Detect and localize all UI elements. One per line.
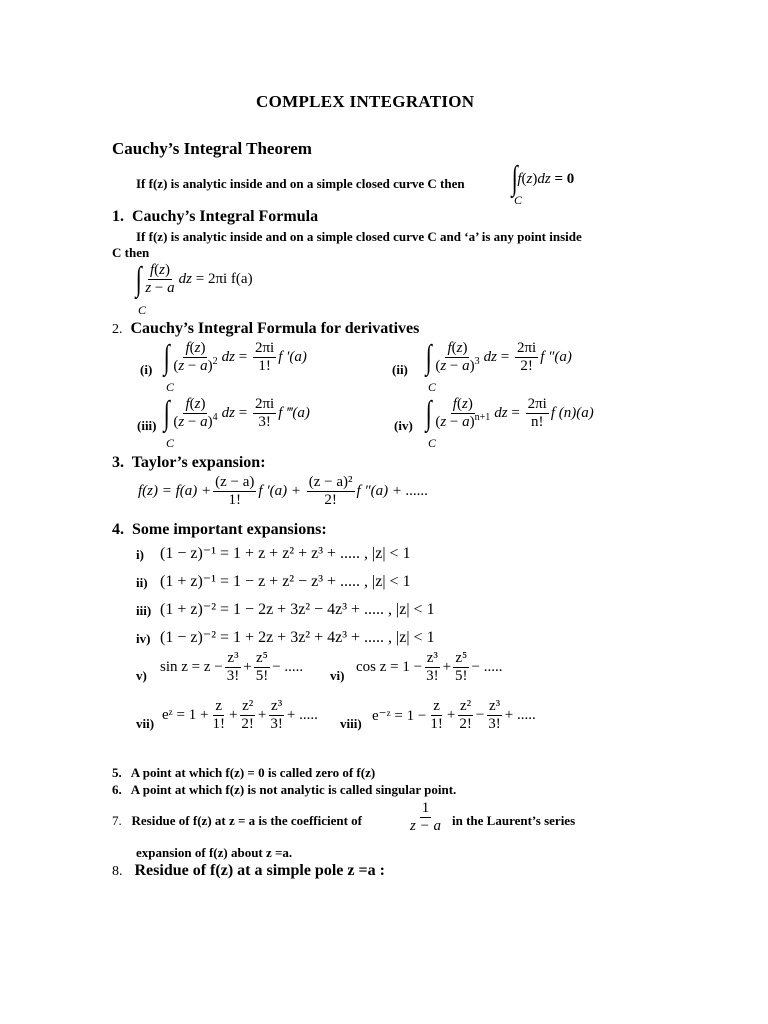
deriv-ii-label: (ii) (392, 362, 408, 377)
section-4-heading: 4. Some important expansions: (112, 521, 327, 538)
exp-iii: (1 + z)⁻² = 1 − 2z + 3z² − 4z³ + ..... , |z| < 1 (160, 601, 435, 618)
deriv-formula-iii: ∫ $\frac{f(z)}{(z - a)^4}$ dz = $\frac{2\pi i}{3!}$ f ‴(a) (163, 394, 310, 432)
exp-ii-label: ii) (136, 575, 148, 590)
exp-i-label: i) (136, 547, 144, 562)
integral-sign: ∫ (511, 160, 518, 197)
deriv-iii-label: (iii) (137, 418, 157, 433)
deriv-iv-label: (iv) (394, 418, 413, 433)
exp-vi-label: vi) (330, 668, 345, 683)
taylor-formula: f(z) = f(a) + $\frac{(z - a)}{1!}$ f ′(a) + $\frac{\text{(z − a)²}}{2!}$ f ″(a) + ...... (138, 474, 429, 509)
deriv-formula-iv: ∫ $\frac{f(z)}{(z - a)^{n+1}}$ dz = $\frac{2\pi i}{n!}$ f (n)(a) (425, 394, 594, 432)
section-5: 5. A point at which f(z) = 0 is called zero of f(z) (112, 765, 376, 780)
section-6: 6. A point at which f(z) is not analytic is called singular point. (112, 782, 457, 797)
section-1-line2: C then (112, 245, 150, 260)
section-8-heading: 8. Residue of f(z) at a simple pole z =a : (112, 862, 385, 879)
cauchy-formula: ∫ $\frac{f(z)}{z - a}$ dz = 2πi f(a) (135, 260, 253, 298)
exp-ii: (1 + z)⁻¹ = 1 − z + z² − z³ + ..... , |z| < 1 (160, 573, 411, 590)
exp-v-label: v) (136, 668, 147, 683)
section-1-heading: 1. Cauchy’s Integral Formula (112, 208, 319, 225)
deriv-formula-ii: ∫ $\frac{f(z)}{(z - a)^3}$ dz = $\frac{2\pi i}{2!}$ f ″(a) (425, 338, 572, 376)
deriv-i-label: (i) (140, 362, 153, 377)
exp-v: sin z = z − $\frac{\text{z³}}{3!}$ + $\frac{\text{z⁵}}{5!}$ − ..... (160, 650, 304, 685)
exp-iv-label: iv) (136, 631, 151, 646)
theorem-formula: ∫ f ( z ) dz = 0 (511, 160, 575, 197)
section-7-text-b: in the Laurent’s series (452, 813, 576, 828)
exp-viii-label: viii) (340, 716, 362, 731)
page-title: COMPLEX INTEGRATION (256, 92, 475, 111)
section-7-text-a: 7. Residue of f(z) at z = a is the coefficient of (112, 813, 363, 828)
exp-i: (1 − z)⁻¹ = 1 + z + z² + z³ + ..... , |z| < 1 (160, 545, 411, 562)
exp-viii: e⁻ᶻ = 1 − $\frac{z}{1!}$ + $\frac{\text{z²}}{2!}$ − $\frac{\text{z³}}{3!}$ + ..... (372, 698, 536, 733)
section-3-heading: 3. Taylor’s expansion: (112, 454, 266, 471)
section-1-line1: If f(z) is analytic inside and on a simple closed curve C and ‘a’ is any point inside (136, 229, 582, 244)
theorem-heading: Cauchy’s Integral Theorem (112, 139, 312, 158)
exp-vii: eᶻ = 1 + $\frac{z}{1!}$ + $\frac{\text{z²}}{2!}$ + $\frac{\text{z³}}{3!}$ + ..... (162, 698, 318, 733)
section-2-heading: 2. Cauchy’s Integral Formula for derivatives (112, 320, 420, 337)
section-7-fraction: $\frac{1}{z - a}$ (410, 800, 441, 835)
exp-iv: (1 − z)⁻² = 1 + 2z + 3z² + 4z³ + ..... , |z| < 1 (160, 629, 435, 646)
section-7-line2: expansion of f(z) about z =a. (136, 845, 293, 860)
exp-iii-label: iii) (136, 603, 152, 618)
deriv-formula-i: ∫ $\frac{f(z)}{(z - a)^2}$ dz = $\frac{2\pi i}{1!}$ f ′(a) (163, 338, 307, 376)
theorem-statement: If f(z) is analytic inside and on a simple closed curve C then (136, 176, 465, 191)
exp-vii-label: vii) (136, 716, 155, 731)
contour-label: C (514, 193, 523, 207)
exp-vi: cos z = 1 − $\frac{\text{z³}}{3!}$ + $\frac{\text{z⁵}}{5!}$ − ..... (356, 650, 503, 685)
